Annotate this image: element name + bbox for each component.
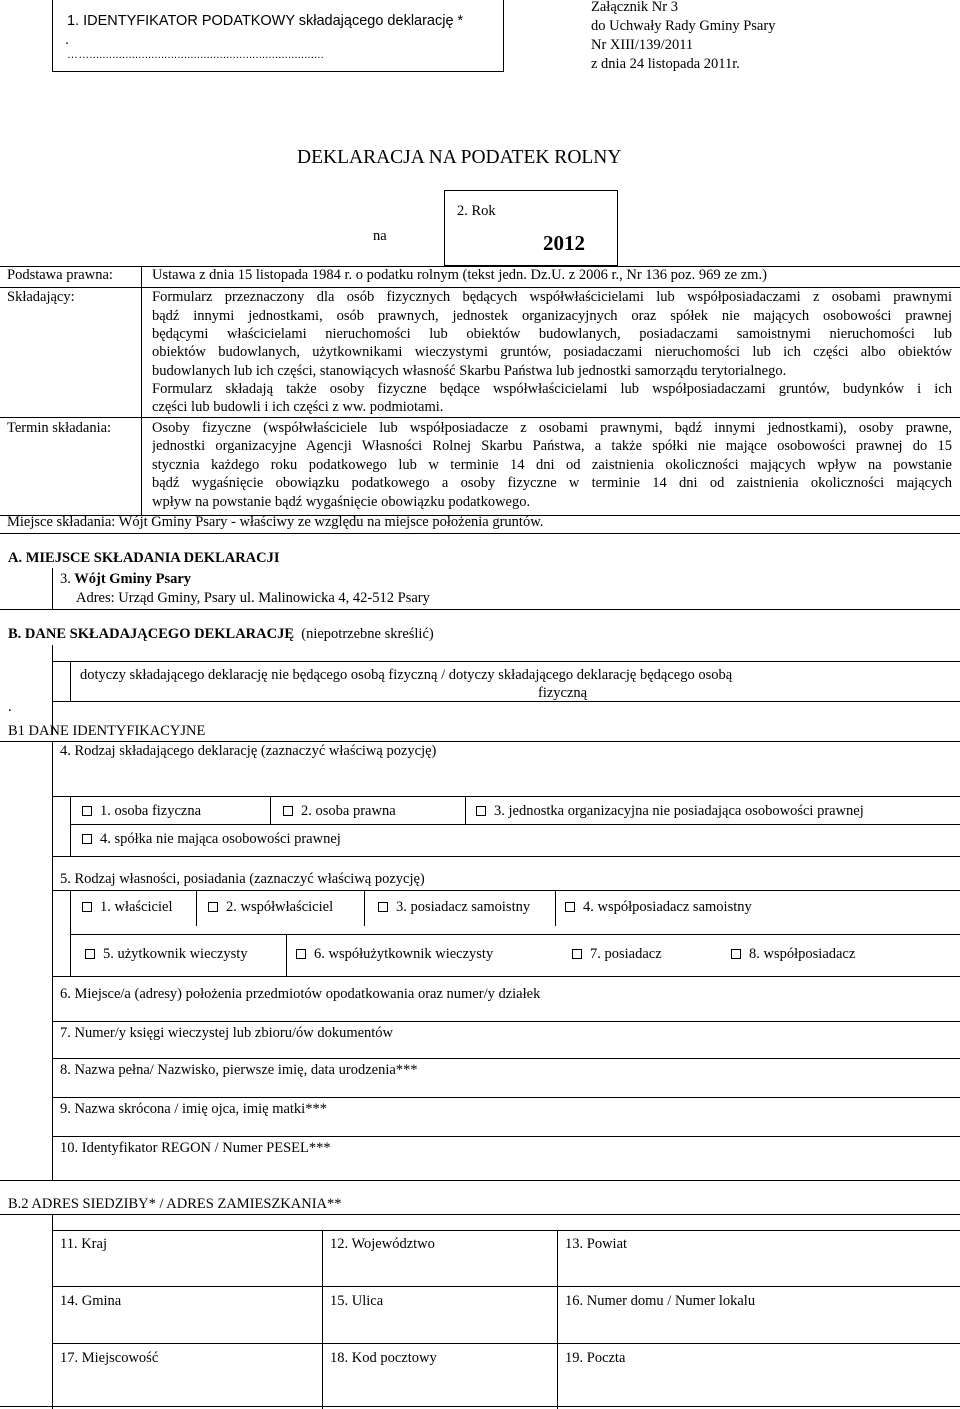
section-b-title: B. DANE SKŁADAJĄCEGO DEKLARACJĘ: [8, 626, 295, 642]
attachment-line-3: Nr XIII/139/2011: [591, 37, 694, 53]
f5-option-1-label: 1. właściciel: [100, 899, 173, 915]
skladajacy-line-2: bądź innymi jednostkami, osób prawnych, jednostek organizacyjnych oraz spółek nie mających osobowości prawnej: [152, 308, 952, 324]
f6-field[interactable]: 6. Miejsce/a (adresy) położenia przedmiotów opodatkowania oraz numer/y działek: [60, 986, 541, 1002]
f4-option-2[interactable]: [283, 803, 396, 820]
termin-line-3: stycznia każdego roku podatkowego lub w terminie 14 dni od zaistnienia okoliczności mających wpływ na powstanie: [152, 457, 952, 473]
skladajacy-line-4: obiektów budowlanych, użytkownikami wieczystymi gruntów, posiadaczami nieruchomości lub ich części albo obiektów: [152, 344, 952, 360]
f5-option-6[interactable]: [296, 946, 493, 963]
f4-option-4[interactable]: [82, 831, 341, 848]
f5-option-1[interactable]: [82, 899, 172, 916]
termin-line-5: wpływ na powstanie bądź wygaśnięcie obowiązku podatkowego.: [152, 494, 531, 510]
f4-option-1-label: 1. osoba fizyczna: [100, 803, 202, 819]
section-a-address: Adres: Urząd Gminy, Psary ul. Malinowicka 4, 42-512 Psary: [76, 590, 430, 606]
f5-option-8-label: 8. współposiadacz: [749, 946, 856, 962]
termin-line-4: bądź wygaśnięcie obowiązku podatkowego a osoby fizyczne w terminie 14 dni od zaistnienia okoliczności mających: [152, 475, 952, 491]
f5-option-4-label: 4. współposiadacz samoistny: [583, 899, 752, 915]
f4-option-2-checkbox[interactable]: [283, 806, 293, 816]
identifier-box: [52, 0, 504, 72]
f5-option-8-checkbox[interactable]: [731, 949, 741, 959]
skladajacy-line-5: budowlanych lub ich części, stanowiących własność Skarbu Państwa lub jednostki samorządu terytorialnego.: [152, 363, 787, 379]
miejsce-skladania: Miejsce składania: Wójt Gminy Psary - właściwy ze względu na miejsce położenia gruntów.: [7, 514, 544, 530]
section-a-title: A. MIEJSCE SKŁADANIA DEKLARACJI: [8, 550, 280, 566]
b2-title: B.2 ADRES SIEDZIBY* / ADRES ZAMIESZKANIA**: [8, 1196, 342, 1212]
f4-option-3-checkbox[interactable]: [476, 806, 486, 816]
f5-option-2[interactable]: [208, 899, 333, 916]
f4-option-3-label: 3. jednostka organizacyjna nie posiadająca osobowości prawnej: [494, 803, 864, 819]
f5-option-8[interactable]: [731, 946, 855, 963]
f5-label: 5. Rodzaj własności, posiadania (zaznaczyć właściwą pozycję): [60, 871, 425, 887]
f5-option-1-checkbox[interactable]: [82, 902, 92, 912]
skladajacy-line-6: Formularz składają także osoby fizyczne będące współwłaścicielami lub współposiadaczami gruntów, budynków i ich: [152, 381, 952, 397]
skladajacy-line-1: Formularz przeznaczony dla osób fizycznych będących współwłaścicielami lub współposiadaczami z osobami prawnymi: [152, 289, 952, 305]
f5-option-3-label: 3. posiadacz samoistny: [396, 899, 531, 915]
attachment-line-4: z dnia 24 listopada 2011r.: [591, 56, 740, 72]
skladajacy-label: Składający:: [7, 289, 75, 305]
f5-option-5[interactable]: [85, 946, 248, 963]
termin-line-1: Osoby fizyczne (współwłaściciele lub współposiadacze z osobami prawnymi, bądź innymi jednostkami), osoby prawne,: [152, 420, 952, 436]
attachment-line-1: Załącznik Nr 3: [591, 0, 678, 15]
attachment-line-2: do Uchwały Rady Gminy Psary: [591, 18, 776, 34]
f4-option-2-label: 2. osoba prawna: [301, 803, 396, 819]
section-b-dotyczy-line-1[interactable]: dotyczy składającego deklarację nie będącego osobą fizyczną / dotyczy składającego deklarację będącego osobą: [80, 667, 733, 683]
section-b-note: (niepotrzebne skreślić): [301, 626, 434, 642]
skladajacy-line-3: będącymi właścicielami nieruchomości lub obiektów budowlanych, posiadaczami samoistnymi nieruchomości lub: [152, 326, 952, 342]
identifier-input[interactable]: ……........................................................................: [67, 49, 324, 61]
skladajacy-line-7: części lub budowli i ich części z ww. podmiotami.: [152, 399, 444, 415]
identifier-dot: .: [65, 32, 70, 48]
year-value[interactable]: 2012: [543, 231, 585, 255]
f16-field[interactable]: 16. Numer domu / Numer lokalu: [565, 1293, 756, 1309]
f19-field[interactable]: 19. Poczta: [565, 1350, 626, 1366]
section-a-item: [60, 571, 191, 588]
f9-field[interactable]: 9. Nazwa skrócona / imię ojca, imię matki***: [60, 1101, 327, 1117]
termin-label: Termin składania:: [7, 420, 112, 436]
section-b-dotyczy-line-2[interactable]: fizyczną: [538, 685, 588, 701]
f4-option-3[interactable]: [476, 803, 864, 820]
year-box: [444, 190, 618, 266]
f5-option-5-label: 5. użytkownik wieczysty: [103, 946, 248, 962]
f4-option-4-label: 4. spółka nie mająca osobowości prawnej: [100, 831, 341, 847]
f5-option-4[interactable]: [565, 899, 752, 916]
f5-option-3[interactable]: [378, 899, 530, 916]
section-b-dot: .: [8, 699, 12, 715]
f5-option-6-label: 6. współużytkownik wieczysty: [314, 946, 494, 962]
f5-option-4-checkbox[interactable]: [565, 902, 575, 912]
b1-title: B1 DANE IDENTYFIKACYJNE: [8, 723, 206, 739]
f5-option-2-label: 2. współwłaściciel: [226, 899, 334, 915]
f4-option-4-checkbox[interactable]: [82, 834, 92, 844]
f8-field[interactable]: 8. Nazwa pełna/ Nazwisko, pierwsze imię, data urodzenia***: [60, 1062, 418, 1078]
f12-field[interactable]: 12. Województwo: [330, 1236, 435, 1252]
f4-option-1-checkbox[interactable]: [82, 806, 92, 816]
termin-line-2: jednostki organizacyjne Agencji Własności Rolnej Skarbu Państwa, a także spółki nie mające osobowości prawnej do 15: [152, 438, 952, 454]
f5-option-2-checkbox[interactable]: [208, 902, 218, 912]
na-label: na: [373, 228, 387, 244]
page-title: DEKLARACJA NA PODATEK ROLNY: [297, 147, 622, 168]
f17-field[interactable]: 17. Miejscowość: [60, 1350, 159, 1366]
f18-field[interactable]: 18. Kod pocztowy: [330, 1350, 437, 1366]
section-a-item-number: 3.: [60, 571, 71, 587]
f5-option-7-checkbox[interactable]: [572, 949, 582, 959]
f14-field[interactable]: 14. Gmina: [60, 1293, 122, 1309]
identifier-label: 1. IDENTYFIKATOR PODATKOWY składającego deklarację *: [67, 13, 464, 29]
podstawa-text: Ustawa z dnia 15 listopada 1984 r. o podatku rolnym (tekst jedn. Dz.U. z 2006 r., Nr 136 poz. 969 ze zm.): [152, 267, 767, 283]
f5-option-5-checkbox[interactable]: [85, 949, 95, 959]
f10-field[interactable]: 10. Identyfikator REGON / Numer PESEL***: [60, 1140, 331, 1156]
f7-field[interactable]: 7. Numer/y księgi wieczystej lub zbioru/ów dokumentów: [60, 1025, 394, 1041]
section-a-item-name: Wójt Gminy Psary: [70, 571, 192, 587]
f4-label: 4. Rodzaj składającego deklarację (zaznaczyć właściwą pozycję): [60, 743, 437, 759]
f5-option-7-label: 7. posiadacz: [590, 946, 662, 962]
section-b-heading: [8, 626, 434, 643]
f11-field[interactable]: 11. Kraj: [60, 1236, 107, 1252]
f4-option-1[interactable]: [82, 803, 201, 820]
podstawa-label: Podstawa prawna:: [7, 267, 113, 283]
f5-option-3-checkbox[interactable]: [378, 902, 388, 912]
f13-field[interactable]: 13. Powiat: [565, 1236, 628, 1252]
f5-option-7[interactable]: [572, 946, 662, 963]
f15-field[interactable]: 15. Ulica: [330, 1293, 384, 1309]
year-label: 2. Rok: [457, 203, 496, 219]
f5-option-6-checkbox[interactable]: [296, 949, 306, 959]
